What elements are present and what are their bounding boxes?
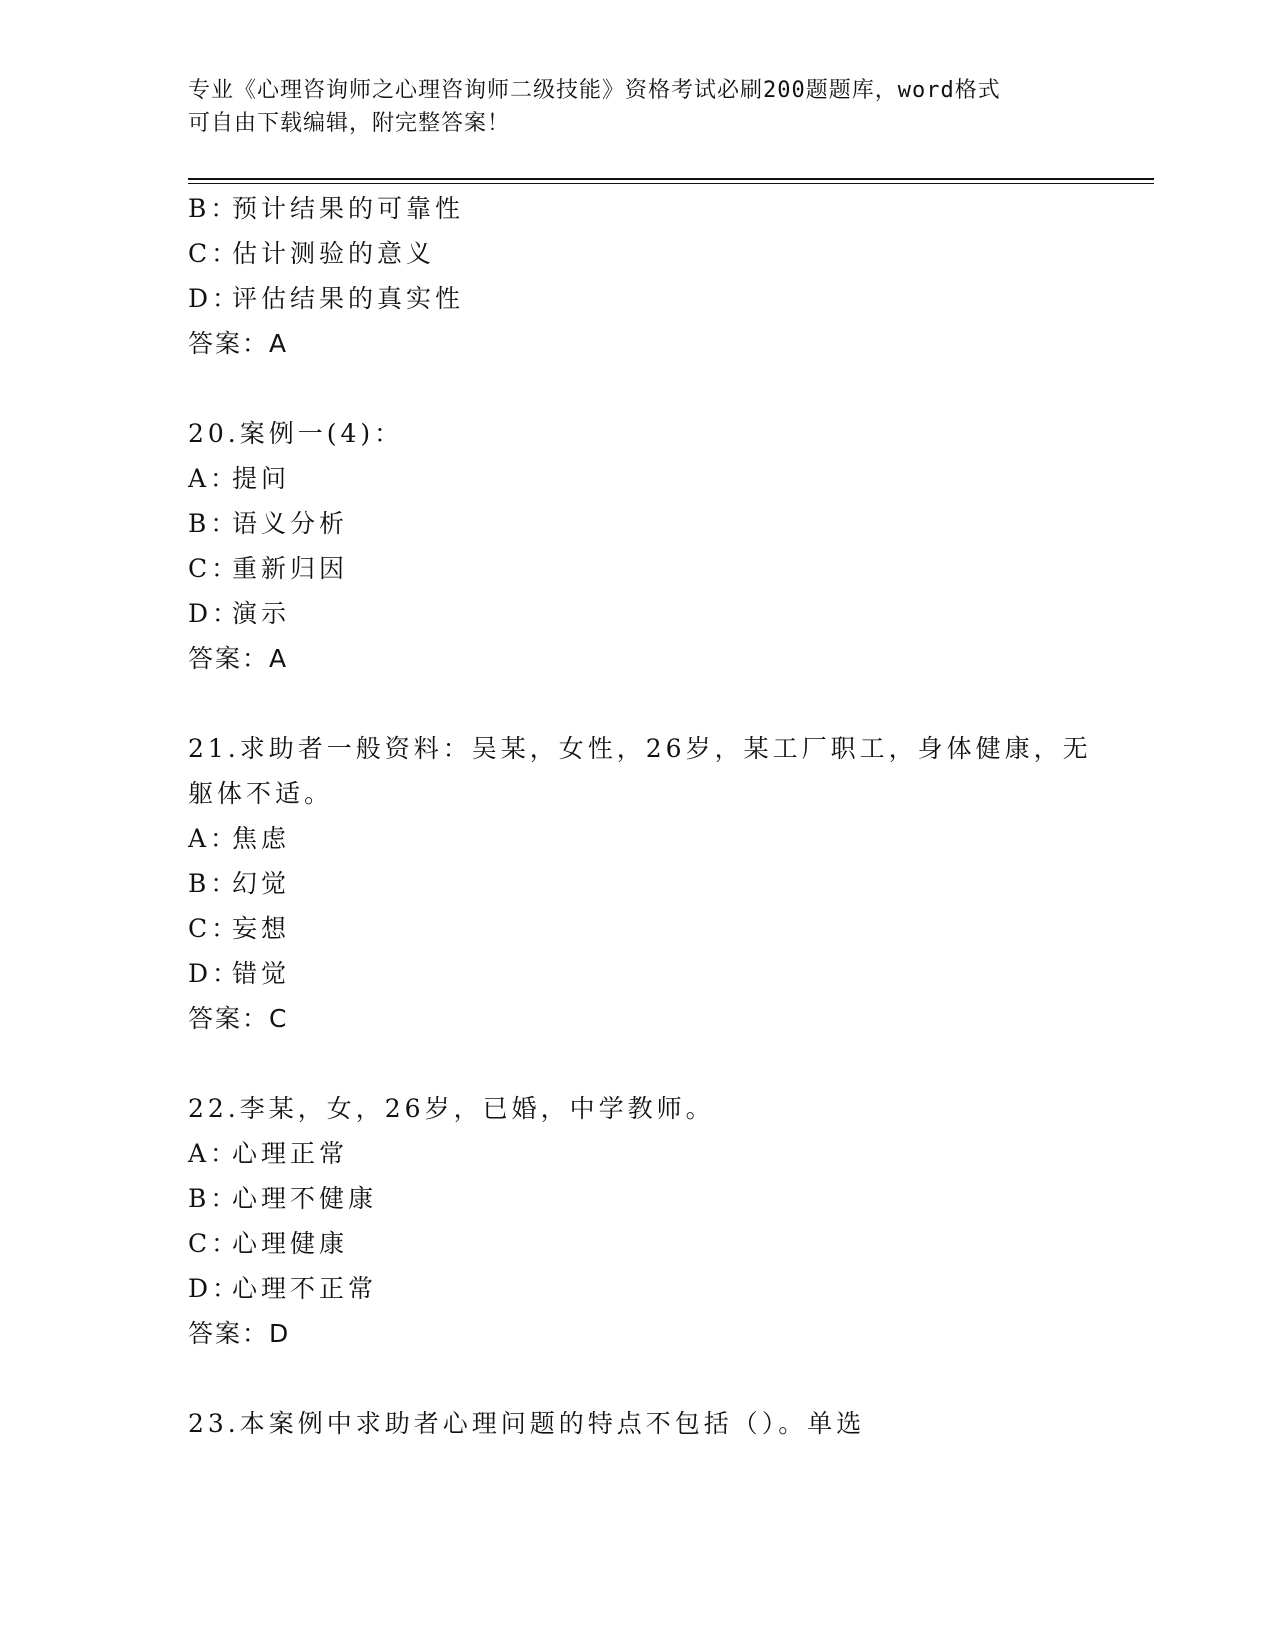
header-title-line-2: 可自由下载编辑，附完整答案！	[188, 111, 511, 136]
option-text: 重新归因	[232, 554, 349, 583]
option-letter: A：	[188, 464, 240, 493]
header-divider-thick	[188, 178, 1154, 180]
q21-stem-line-2: 躯体不适。	[188, 779, 334, 808]
q20-answer: 答案：A	[188, 644, 289, 673]
q20-stem: 20.案例一(4)：	[188, 419, 404, 448]
q19-option-b	[188, 192, 464, 226]
q22-stem: 22.李某，女，26岁，已婚，中学教师。	[188, 1094, 715, 1123]
option-text: 语义分析	[232, 509, 349, 538]
q19-answer: 答案：A	[188, 329, 289, 358]
header-divider-thin	[188, 183, 1154, 184]
option-letter: D：	[188, 1274, 242, 1303]
q22-option-c	[188, 1227, 348, 1261]
q21-option-b	[188, 867, 290, 901]
q20-option-a	[188, 462, 290, 496]
q22-answer: 答案：D	[188, 1319, 291, 1348]
option-text: 演示	[232, 599, 291, 628]
option-text: 心理健康	[232, 1229, 349, 1258]
option-text: 心理不健康	[232, 1184, 378, 1213]
option-text: 心理不正常	[232, 1274, 378, 1303]
option-letter: B：	[188, 194, 240, 223]
q20-option-b	[188, 507, 348, 541]
option-letter: A：	[188, 1139, 240, 1168]
header-title-line-1: 专业《心理咨询师之心理咨询师二级技能》资格考试必刷200题题库，word格式	[188, 78, 1001, 103]
option-letter: A：	[188, 824, 240, 853]
option-letter: D：	[188, 959, 242, 988]
option-letter: D：	[188, 599, 242, 628]
q21-answer: 答案：C	[188, 1004, 289, 1033]
q19-option-c	[188, 237, 435, 271]
option-letter: B：	[188, 869, 240, 898]
q21-stem-line-1: 21.求助者一般资料：吴某，女性，26岁，某工厂职工，身体健康，无	[188, 734, 1092, 763]
q22-option-b	[188, 1182, 377, 1216]
option-letter: D：	[188, 284, 242, 313]
q19-option-d	[188, 282, 464, 316]
option-text: 评估结果的真实性	[232, 284, 465, 313]
option-text: 幻觉	[232, 869, 291, 898]
q22-option-a	[188, 1137, 348, 1171]
option-letter: B：	[188, 509, 240, 538]
option-text: 妄想	[232, 914, 291, 943]
option-letter: C：	[188, 239, 241, 268]
q22-option-d	[188, 1272, 377, 1306]
document-header	[188, 74, 1088, 140]
option-text: 估计测验的意义	[232, 239, 436, 268]
option-text: 焦虑	[232, 824, 291, 853]
q21-option-a	[188, 822, 290, 856]
q21-option-d	[188, 957, 290, 991]
option-text: 心理正常	[232, 1139, 349, 1168]
option-letter: C：	[188, 914, 241, 943]
q20-option-d	[188, 597, 290, 631]
option-letter: B：	[188, 1184, 240, 1213]
option-letter: C：	[188, 1229, 241, 1258]
option-text: 提问	[232, 464, 291, 493]
option-text: 错觉	[232, 959, 291, 988]
q20-option-c	[188, 552, 348, 586]
q21-option-c	[188, 912, 290, 946]
option-text: 预计结果的可靠性	[232, 194, 465, 223]
option-letter: C：	[188, 554, 241, 583]
q23-stem: 23.本案例中求助者心理问题的特点不包括（）。单选	[188, 1409, 866, 1438]
